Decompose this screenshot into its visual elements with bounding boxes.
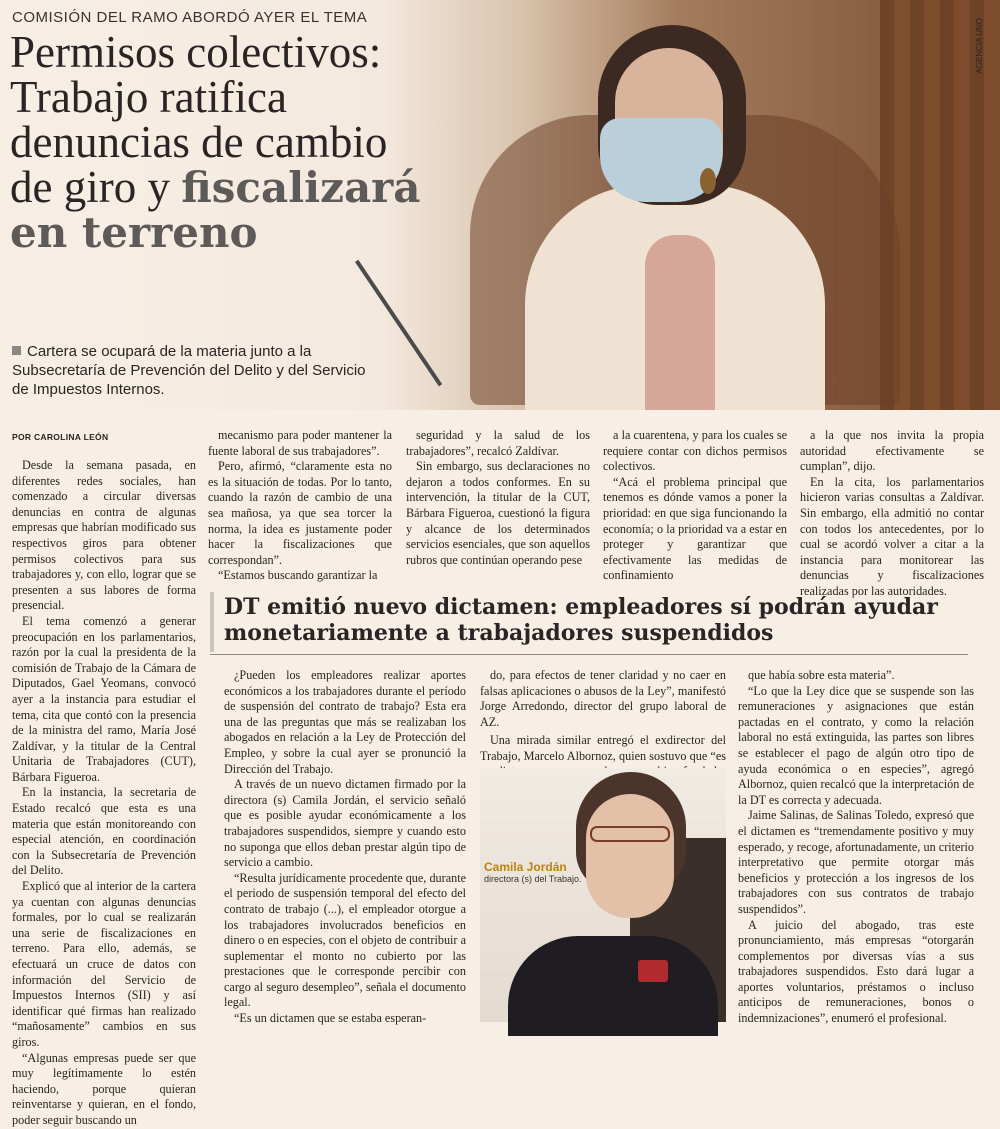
paragraph: Jaime Salinas, de Salinas Toledo, expresó que el dictamen es “tremendamente positivo y muy esperado, y recoge, afortunadamente, un criterio interpretativo que permite otorgar más beneficios y protección a los ingresos de los trabajadores con sus contratos de trabajo suspendidos”. <box>738 808 974 916</box>
paragraph: Sin embargo, sus declaraciones no dejaron a todos conformes. En su intervención, la titular de la CUT, Bárbara Figueroa, cuestionó la figura y alcance de los determinados servicios esenciales, que son aquellos rubros que continúan operando pese <box>406 459 590 567</box>
paragraph: seguridad y la salud de los trabajadores”, recalcó Zaldívar. <box>406 428 590 458</box>
paragraph: El tema comenzó a generar preocupación en los parlamentarios, razón por la cual la presidenta de la comisión de Trabajo de la Cámara de Diputados, Gael Yeomans, convocó ayer a la instancia para estudiar el tema, cita que contó con la presencia de la ministra del ramo, María José Zaldívar, y la titular de la Central Unitaria de Trabajadores (CUT), Bárbara Figueroa. <box>12 613 196 784</box>
paragraph: En la instancia, la secretaria de Estado recalcó que esta es una materia que están monitoreando con especial atención, en coordinación con la Subsecretaría de Prevención del Delito. <box>12 785 196 878</box>
minister-shirt <box>645 235 715 410</box>
paragraph: Explicó que al interior de la cartera ya cuentan con algunas denuncias formales, por lo cual se realizarán una serie de fiscalizaciones en terreno. Para ello, además, se efectuará un cruce de datos con información del Servicio de Impuestos Internos (SII) y así identificar qué firmas han realizado “mañosamente” cambios en sus giros. <box>12 879 196 1049</box>
headline-line-text: de giro y <box>10 162 170 212</box>
article-col-4 <box>603 428 787 584</box>
caption-name: Camila Jordán <box>484 860 567 874</box>
paragraph: “Resulta jurídicamente procedente que, durante el periodo de suspensión temporal del efecto del contrato de trabajo (...), el empleador otorgue a los trabajadores involucrados beneficios en dinero o en especies, con el objeto de contribuir a suplementar el monto no cubierto por las prestaciones que le corresponde percibir con cargo al seguro desempleo”, señala el documento legal. <box>224 870 466 1010</box>
paragraph: a la que nos invita la propia autoridad efectivamente se cumplan”, dijo. <box>800 428 984 474</box>
headline-line <box>10 162 530 212</box>
paragraph: “Algunas empresas puede ser que muy legítimamente lo estén haciendo, porque quieran reinventarse y quieran, en el fondo, poder seguir buscando un <box>12 1050 196 1127</box>
kicker: COMISIÓN DEL RAMO ABORDÓ AYER EL TEMA <box>12 9 368 26</box>
article-col-1 <box>12 458 196 1129</box>
article-col-2 <box>208 428 392 584</box>
byline: POR CAROLINA LEÓN <box>12 432 109 442</box>
headline <box>10 27 530 257</box>
lead <box>12 342 372 399</box>
paragraph: do, para efectos de tener claridad y no caer en falsas aplicaciones o abusos de la Ley”, manifestó Jorge Arredondo, director del grupo laboral de AZ. <box>480 668 726 729</box>
headline-line: denuncias de cambio <box>10 117 388 167</box>
paragraph: A través de un nuevo dictamen firmado por la directora (s) Camila Jordán, el servicio señaló que es posible ayudar económicamente a los trabajadores suspendidos, siempre y cuando esto no suponga que ellos deban prestar algún tipo de servicio a cambio. <box>224 777 466 870</box>
flag-badge-icon <box>638 960 668 982</box>
headline-emphasis-line: en terreno <box>10 208 258 257</box>
earring <box>700 168 716 194</box>
headline-emphasis: fiscalizará <box>181 163 421 212</box>
paragraph-text: Una mirada similar entregó el exdirector del Trabajo, Marcelo Albornoz, quien sostuvo que “es <box>480 733 726 763</box>
divider <box>210 654 968 655</box>
jacket <box>508 936 718 1036</box>
paragraph: “Lo que la Ley dice que se suspende son las remuneraciones y asignaciones que están pactadas en el contrato, y como la relación laboral no está extinguida, las partes son libres se establecer el pago de algún otro tipo de ayuda económica o en especies”, agregó Albornoz, quien recalcó que la interpretación de la DT es correcta y adecuada. <box>738 683 974 807</box>
paragraph: que había sobre esta materia”. <box>748 668 895 682</box>
paragraph: mecanismo para poder mantener la fuente laboral de sus trabajadores”. <box>208 428 392 458</box>
face <box>586 794 674 918</box>
bullet-square-icon <box>12 346 21 355</box>
paragraph: “Estamos buscando garantizar la <box>218 568 378 583</box>
subarticle-col-1 <box>224 668 466 1027</box>
subarticle-headline: DT emitió nuevo dictamen: empleadores sí podrán ayudar monetariamente a trabajadores suspendidos <box>224 594 938 646</box>
photo-credit: AGENCIA UNO <box>975 18 984 74</box>
subhead-accent <box>210 592 214 652</box>
camila-jordan-photo <box>480 768 726 1022</box>
paragraph: A juicio del abogado, tras este pronunciamiento, más empresas “otorgarán complementos por diversas vías a sus trabajadores suspendidos. Esto dará lugar a aportes voluntarios, préstamos o incluso anticipos de remuneraciones, bonos o indemnizaciones”, enumeró el profesional. <box>738 917 974 1026</box>
lead-text: Cartera se ocupará de la materia junto a la Subsecretaría de Prevención del Delito y del Servicio de Impuestos Internos. <box>12 343 366 398</box>
subarticle-col-2 <box>480 668 726 730</box>
headline-line: Permisos colectivos: <box>10 27 382 77</box>
paragraph: Desde la semana pasada, en diferentes redes sociales, han comenzado a circular diversas denuncias en contra de algunas empresas que habrían modificado sus respectivos giros para obtener permisos colectivos para sus trabajadores y, con ello, lograr que se presenten a sus labores de forma presencial. <box>12 458 196 613</box>
paragraph: En la cita, los parlamentarios hicieron varias consultas a Zaldívar. Sin embargo, ella admitió no contar con todos los antecedentes, por lo cual se acordó volver a citar a la instancia para monitorear las denuncias y fiscalizaciones realizadas por las autoridades. <box>800 474 984 598</box>
article-col-5 <box>800 428 984 600</box>
article-col-3 <box>406 428 590 568</box>
paragraph: a la cuarentena, y para los cuales se requiere contar con dichos permisos colectivos. <box>603 428 787 474</box>
paragraph: ¿Pueden los empleadores realizar aportes económicos a los trabajadores durante el período de suspensión del contrato de trabajo? Esta era una de las preguntas que más se realizaban los abogados en relación a la Ley de Protección del Empleo, y sobre la cual ayer se pronunció la Dirección del Trabajo. <box>224 668 466 776</box>
subarticle-col-3 <box>738 668 974 1027</box>
headline-line: Trabajo ratifica <box>10 72 287 122</box>
paragraph: “Es un dictamen que se estaba esperan- <box>234 1011 427 1026</box>
caption-role: directora (s) del Trabajo. <box>484 874 582 884</box>
paragraph: “Acá el problema principal que tenemos es dónde vamos a poner la prioridad: en que siga funcionando la economía; o la prioridad va a estar en proteger y garantizar que efectivamente las medidas de confinamiento <box>603 474 787 583</box>
paragraph: Pero, afirmó, “claramente esta no es la situación de todas. Por lo tanto, cuando la razón de cambio de una sea mañosa, ya que sea torcer la norma, la idea es justamente poder hacer la fiscalizaciones que correspondan”. <box>208 459 392 567</box>
glasses <box>590 826 670 842</box>
